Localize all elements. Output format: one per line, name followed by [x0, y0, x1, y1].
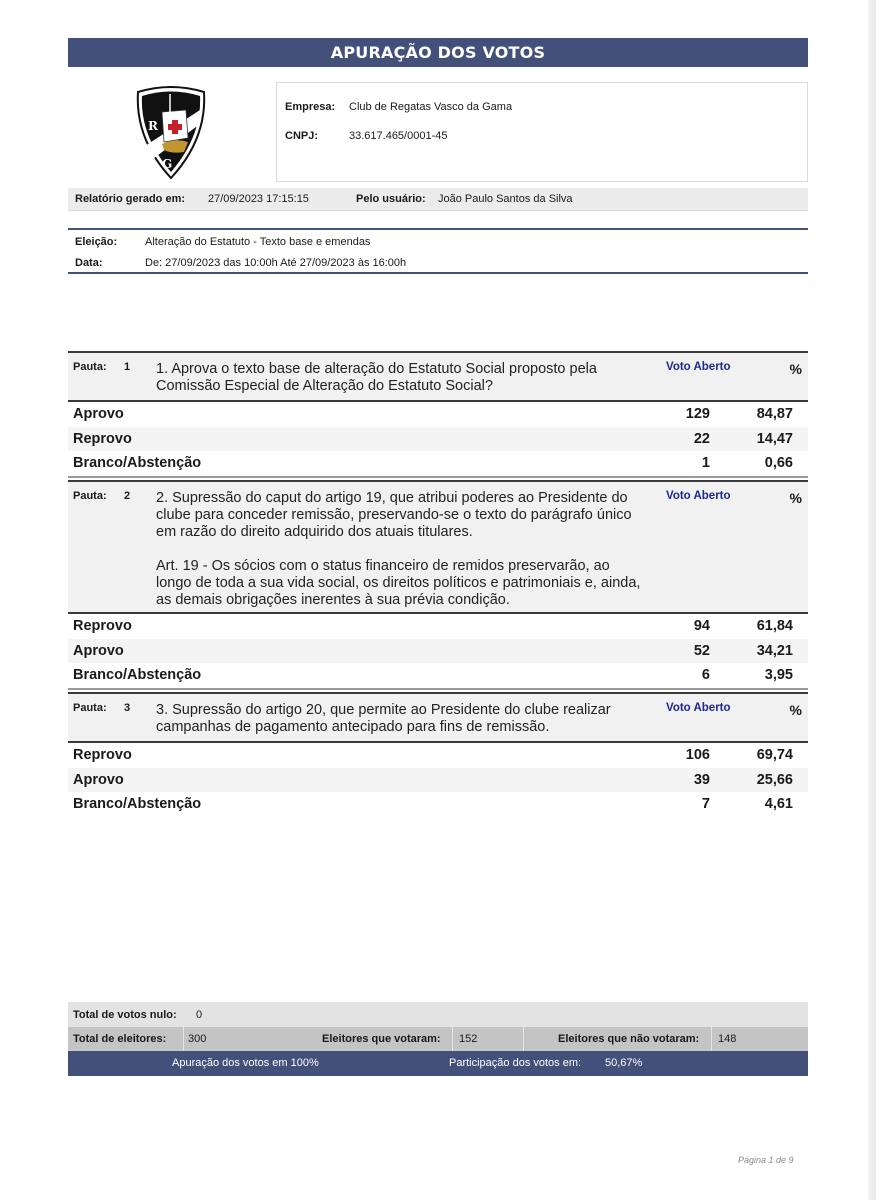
- vote-percent: 69,74: [756, 747, 793, 764]
- eleicao-value: Alteração do Estatuto - Texto base e emendas: [145, 236, 371, 248]
- page-edge: [868, 0, 876, 1200]
- results-table: [68, 743, 808, 817]
- report-title: APURAÇÃO DOS VOTOS: [68, 38, 808, 67]
- voted-label: Eleitores que votaram:: [322, 1033, 441, 1045]
- vote-percent: 34,21: [756, 642, 793, 659]
- election-info: [68, 228, 808, 274]
- generated-label: Relatório gerado em:: [75, 193, 186, 205]
- option-label: Aprovo: [73, 406, 124, 423]
- pauta-header: [68, 351, 808, 402]
- pauta-1: [68, 351, 808, 478]
- pauta-paragraph: 2. Supressão do caput do artigo 19, que atribui poderes ao Presidente do clube para conceder remissão, preservando-se o texto do parágrafo único em razão do direito adquirido dos atuais titulares.: [156, 490, 632, 540]
- vote-type-header: Voto Aberto: [666, 361, 731, 373]
- user-value: João Paulo Santos da Silva: [438, 193, 573, 205]
- pauta-description: [156, 694, 646, 736]
- divider: [183, 1027, 184, 1051]
- vote-percent: 0,66: [764, 455, 793, 472]
- percent-header: %: [789, 702, 802, 718]
- option-label: Branco/Abstenção: [73, 667, 202, 684]
- vote-type-header: Voto Aberto: [666, 490, 731, 502]
- null-votes-label: Total de votos nulo:: [73, 1008, 177, 1021]
- pauta-number: 3: [124, 702, 131, 714]
- electors-bar: [68, 1027, 808, 1051]
- apuracao-status: Apuração dos votos em 100%: [172, 1057, 319, 1069]
- participation-value: 50,67%: [605, 1057, 643, 1069]
- percent-header: %: [789, 490, 802, 506]
- club-crest-icon: [132, 84, 210, 180]
- voted-value: 152: [459, 1033, 478, 1045]
- table-row: [68, 639, 808, 664]
- cnpj-value: 33.617.465/0001-45: [349, 130, 448, 142]
- svg-text:G: G: [162, 157, 173, 171]
- option-label: Reprovo: [73, 747, 132, 764]
- table-row: [68, 614, 808, 639]
- svg-text:R: R: [148, 119, 158, 133]
- participation-label: Participação dos votos em:: [449, 1057, 582, 1069]
- pauta-label: Pauta:: [73, 702, 107, 714]
- pauta-label: Pauta:: [73, 490, 107, 502]
- option-label: Aprovo: [73, 642, 124, 659]
- vote-percent: 61,84: [756, 618, 793, 635]
- pauta-number: 2: [124, 490, 131, 502]
- option-label: Branco/Abstenção: [73, 796, 202, 813]
- pauta-header: [68, 692, 808, 743]
- divider: [711, 1027, 712, 1051]
- vote-count: 129: [685, 406, 710, 423]
- not-voted-label: Eleitores que não votaram:: [558, 1033, 700, 1045]
- vote-count: 52: [693, 642, 710, 659]
- vote-percent: 4,61: [764, 796, 793, 813]
- empresa-label: Empresa:: [285, 101, 336, 113]
- table-row: [68, 768, 808, 793]
- vote-count: 94: [693, 618, 710, 635]
- divider: [452, 1027, 453, 1051]
- generated-value: 27/09/2023 17:15:15: [208, 193, 309, 205]
- data-label: Data:: [75, 257, 103, 269]
- results-table: [68, 614, 808, 690]
- table-row: [68, 743, 808, 768]
- empresa-value: Club de Regatas Vasco da Gama: [349, 101, 513, 113]
- vote-percent: 25,66: [756, 771, 793, 788]
- company-info-box: [276, 82, 808, 182]
- option-label: Reprovo: [73, 618, 132, 635]
- vote-count: 22: [693, 430, 710, 447]
- not-voted-value: 148: [718, 1033, 737, 1045]
- data-value: De: 27/09/2023 das 10:00h Até 27/09/2023 às 16:00h: [145, 257, 407, 269]
- total-electors-label: Total de eleitores:: [73, 1033, 167, 1045]
- vote-count: 6: [701, 667, 710, 684]
- pauta-header: [68, 480, 808, 614]
- cnpj-label: CNPJ:: [285, 130, 319, 142]
- vote-count: 1: [701, 455, 710, 472]
- table-row: [68, 451, 808, 476]
- null-votes-bar: [68, 1002, 808, 1027]
- pauta-paragraph: 3. Supressão do artigo 20, que permite ao Presidente do clube realizar campanhas de pagamento antecipado para fins de remissão.: [156, 702, 611, 735]
- pauta-label: Pauta:: [73, 361, 107, 373]
- option-label: Reprovo: [73, 430, 132, 447]
- pauta-number: 1: [124, 361, 131, 373]
- pauta-description: [156, 353, 646, 395]
- table-row: [68, 792, 808, 817]
- summary-bar: [68, 1051, 808, 1076]
- report-info-bar: [68, 188, 808, 211]
- option-label: Branco/Abstenção: [73, 455, 202, 472]
- vote-percent: 84,87: [756, 406, 793, 423]
- pauta-description: [156, 482, 646, 609]
- total-electors-value: 300: [188, 1033, 207, 1045]
- results-table: [68, 402, 808, 478]
- pauta-paragraph: 1. Aprova o texto base de alteração do Estatuto Social proposto pela Comissão Especial de Alteração do Estatuto Social?: [156, 361, 597, 394]
- vote-count: 7: [701, 796, 710, 813]
- vote-type-header: Voto Aberto: [666, 702, 731, 714]
- pauta-3: [68, 692, 808, 817]
- user-label: Pelo usuário:: [356, 193, 426, 205]
- vote-percent: 3,95: [764, 667, 793, 684]
- null-votes-value: 0: [196, 1008, 203, 1021]
- table-row: [68, 427, 808, 452]
- pauta-2: [68, 480, 808, 690]
- percent-header: %: [789, 361, 802, 377]
- vote-count: 106: [685, 747, 710, 764]
- option-label: Aprovo: [73, 771, 124, 788]
- table-row: [68, 663, 808, 688]
- eleicao-label: Eleição:: [75, 236, 118, 248]
- divider: [523, 1027, 524, 1051]
- table-row: [68, 402, 808, 427]
- vote-percent: 14,47: [756, 430, 793, 447]
- vote-count: 39: [693, 771, 710, 788]
- page-number: Página 1 de 9: [738, 1155, 794, 1165]
- pauta-paragraph: Art. 19 - Os sócios com o status financeiro de remidos preservarão, ao longo de toda a sua vida social, os direitos políticos e patrimoniais e, ainda, as demais obrigações inerentes à sua prévia condição.: [156, 558, 641, 608]
